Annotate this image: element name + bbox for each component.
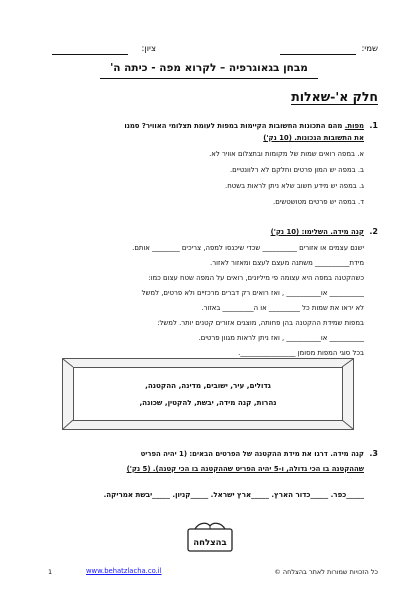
copyright-text: כל הזכויות שמורות לאתר בהצלחה © [274, 568, 378, 576]
name-field[interactable] [280, 54, 356, 55]
word-bank-row-1: גדולים, עיר, ישובים, מדינה, ההקטנה, [145, 381, 271, 390]
q2-title: קנה מידה. השלימו: (10 נק') [270, 228, 364, 236]
q2-line-8[interactable]: בכל סוגי המפות מסומן ________________. [238, 349, 364, 357]
q2-line-2[interactable]: מידת__________ משתנה מעצם לעצם ומאזור לאזור. [210, 259, 364, 267]
word-bank [73, 367, 343, 421]
q3-line1: קנה מידה. דרגו את מידת ההקטנה של הפרטים הבאים: (1 יהיה הפריט [140, 450, 364, 458]
q1-line1 [124, 122, 364, 131]
word-bank-row-2: נהרות, קנה מידה, יבשת, להקטין, שכונה, [139, 398, 277, 407]
q2-line-1[interactable]: ישנם עצמים או אזורים __________ שכדי שיכנסו למפה, צריכים ________ אותם. [132, 244, 364, 252]
q1-lead: מפות. [344, 122, 364, 130]
word-bank-frame [62, 358, 354, 430]
section-heading: חלק א'-שאלות [291, 89, 378, 104]
q1-option-c[interactable]: ג. במפה יש מידע חשוב שלא ניתן לראות בשטח. [225, 182, 364, 190]
q1-line2: את התשובות הנכונות. (10 נק') [263, 134, 364, 142]
title-underline [100, 78, 318, 79]
name-label: שמי: [361, 44, 378, 54]
q2-line-6: במפות שמידת ההקטנה בהן פחותה, מוצגים אזורים קטנים יותר. למשל: [157, 319, 364, 327]
grade-field[interactable] [52, 54, 128, 55]
logo-text: בהצלחה [193, 538, 227, 548]
q1-option-b[interactable]: ב. במפה יש המון פרטים וחלקם לא רלוונטיים. [229, 166, 364, 174]
q2-line-3: כשהקטנה במפה היא עצומה פי מיליונים, רואים על המפה שטח עצום כמו: [148, 274, 364, 282]
q2-line-5[interactable]: לא יראו את שמות כל _________ או ה_________ באזור. [201, 304, 364, 312]
q1-option-d[interactable]: ד. במפה יש פרטים מטושטשים. [273, 198, 364, 206]
q3-number: 3. [369, 449, 378, 458]
page-title: מבחן בגאוגרפיה – לקרוא מפה - כיתה ה' [110, 62, 308, 74]
q1-text: מהם התכונות החשובות הקיימות במפות לעומת תצלומי האוויר? סמנו [124, 122, 345, 130]
q1-option-a[interactable]: א. במפה רואים שמות של מקומות ובתצלום אוויר לא. [209, 150, 364, 158]
q1-number: 1. [369, 121, 378, 130]
q3-line2: שההקטנה בו הכי גדולה, ו-5 יהיה הפריט שההקטנה בו הכי קטנה). (5 נק') [126, 465, 364, 473]
grade-label: ציון: [141, 44, 156, 54]
q2-number: 2. [369, 227, 378, 236]
q3-items[interactable]: _____כפר. _____כדור הארץ. _____ארץ ישראל. _____קניון. _____יבשת אמריקה. [103, 490, 364, 499]
q2-line-4[interactable]: __________ או__________ , ואז רואים רק דברים מרכזיים ולא פרטים, למשל [141, 289, 364, 297]
q2-line-7[interactable]: __________ או__________ , ואז ניתן לראות מגוון פרטים. [198, 334, 364, 342]
site-link[interactable]: www.behatzlacha.co.il [86, 567, 162, 575]
page-number: 1 [48, 568, 53, 576]
